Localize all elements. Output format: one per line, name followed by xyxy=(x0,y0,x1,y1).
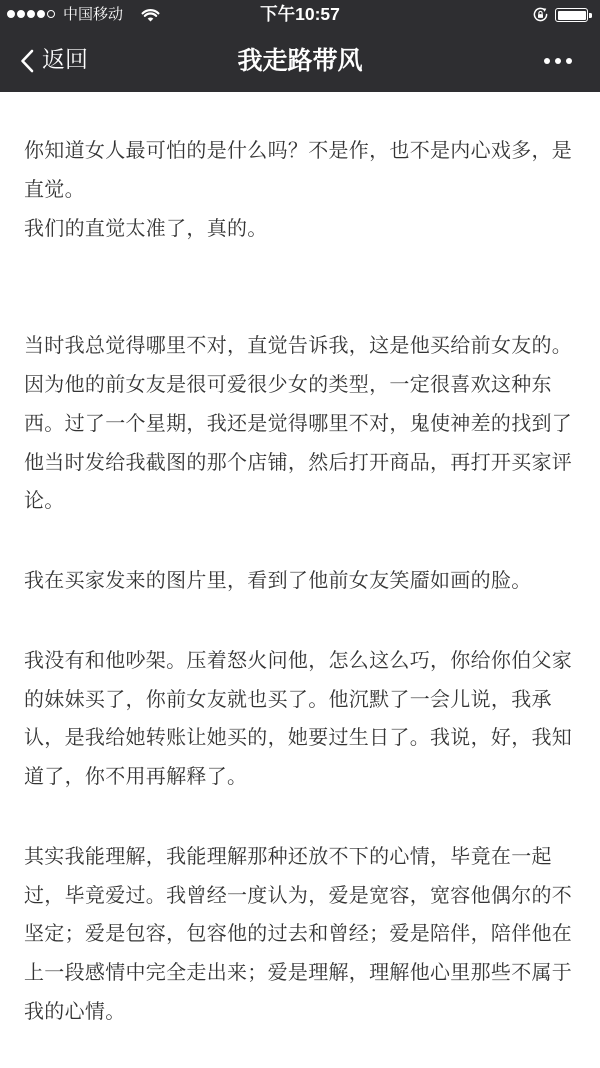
page-title: 我走路带风 xyxy=(237,46,363,75)
article-line: 过，毕竟爱过。我曾经一度认为，爱是宽容，宽容他偶尔的不 xyxy=(24,882,573,907)
chevron-left-icon xyxy=(20,49,42,73)
signal-dot xyxy=(7,10,15,18)
more-icon xyxy=(544,58,550,64)
more-button[interactable] xyxy=(536,29,580,92)
status-time: 下午10:57 xyxy=(260,4,340,24)
article-line: 坚定；爱是包容，包容他的过去和曾经；爱是陪伴，陪伴他在 xyxy=(24,921,573,946)
nav-bar xyxy=(0,29,600,92)
signal-dot xyxy=(27,10,35,18)
article-line: 道了，你不用再解释了。 xyxy=(24,764,248,788)
battery-level-fill xyxy=(558,11,586,20)
article-body xyxy=(0,92,600,1068)
back-label: 返回 xyxy=(42,47,88,73)
article-line: 论。 xyxy=(24,488,65,513)
article-line: 直觉。 xyxy=(24,176,85,201)
back-button[interactable] xyxy=(14,29,94,92)
more-icon xyxy=(566,58,572,64)
signal-dot xyxy=(17,10,25,18)
article-line: 当时我总觉得哪里不对，直觉告诉我，这是他买给前女友的。 xyxy=(24,333,573,358)
more-icon xyxy=(555,58,561,64)
status-bar xyxy=(0,0,600,29)
article-line: 我在买家发来的图片里，看到了他前女友笑靥如画的脸。 xyxy=(24,568,532,592)
signal-dot xyxy=(47,10,55,18)
article-line: 西。过了一个星期，我还是觉得哪里不对，鬼使神差的找到了 xyxy=(24,410,573,435)
article-line: 他当时发给我截图的那个店铺，然后打开商品，再打开买家评 xyxy=(24,449,573,474)
carrier-name: 中国移动 xyxy=(63,5,124,23)
article-line: 的妹妹买了，你前女友就也买了。他沉默了一会儿说，我承 xyxy=(24,686,552,711)
article-line: 你知道女人最可怕的是什么吗？不是作，也不是内心戏多，是 xyxy=(24,138,573,162)
article-paragraph xyxy=(24,561,576,600)
article-paragraph xyxy=(24,641,576,796)
signal-dot xyxy=(37,10,45,18)
article-line: 我们的直觉太准了，真的。 xyxy=(24,215,268,240)
article-line: 因为他的前女友是很可爱很少女的类型，一定很喜欢这种东 xyxy=(24,372,552,396)
signal-strength-icon xyxy=(7,10,55,18)
article-paragraph xyxy=(24,326,576,520)
article-line: 认，是我给她转账让她买的，她要过生日了。我说，好，我知 xyxy=(24,725,573,750)
battery-cap xyxy=(589,13,592,18)
article-line: 其实我能理解，我能理解那种还放不下的心情，毕竟在一起 xyxy=(24,843,552,868)
battery-body xyxy=(555,8,588,22)
article-line: 我的心情。 xyxy=(24,998,126,1023)
article-paragraph xyxy=(24,131,576,247)
article-paragraph xyxy=(24,837,576,1031)
battery-icon xyxy=(555,8,592,22)
article-line: 上一段感情中完全走出来；爱是理解，理解他心里那些不属于 xyxy=(24,960,573,984)
rotation-lock-icon xyxy=(532,6,549,23)
article-line: 我没有和他吵架。压着怒火问他，怎么这么巧，你给你伯父家 xyxy=(24,647,573,672)
